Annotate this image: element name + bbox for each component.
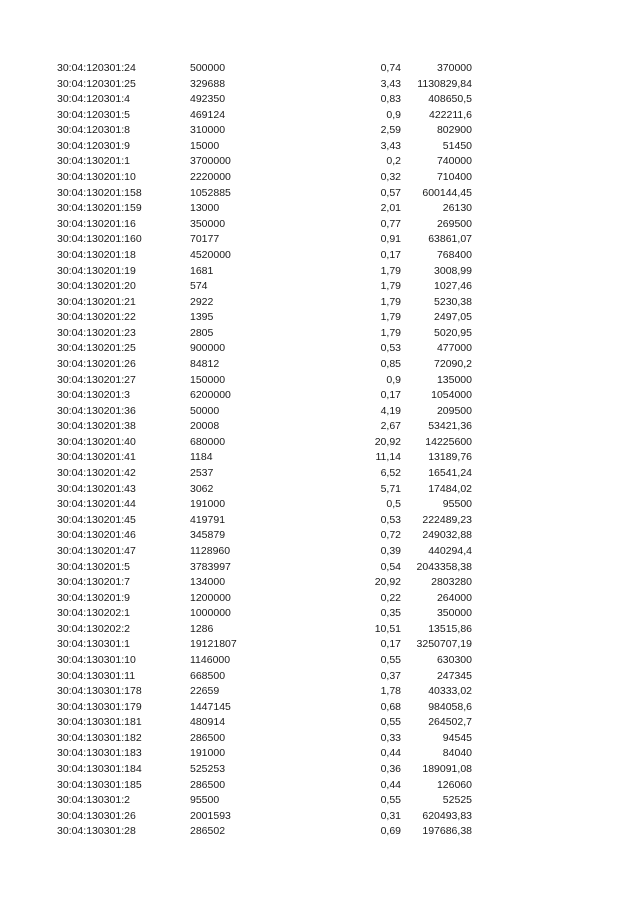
- cadastral-number-cell: 30:04:130201:43: [57, 482, 136, 495]
- value-cell: 189091,08: [422, 763, 472, 776]
- cadastral-number-cell: 30:04:130301:10: [57, 653, 136, 666]
- coefficient-cell: 0,77: [380, 217, 401, 230]
- coefficient-cell: 0,85: [380, 357, 401, 370]
- table-row: [0, 637, 640, 653]
- cadastral-number-cell: 30:04:130201:3: [57, 389, 130, 402]
- value-cell: 1027,46: [434, 280, 472, 293]
- coefficient-cell: 0,22: [380, 591, 401, 604]
- coefficient-cell: 0,55: [380, 716, 401, 729]
- value-cell: 620493,83: [422, 809, 472, 822]
- cadastral-number-cell: 30:04:130301:184: [57, 763, 142, 776]
- table-row: [0, 731, 640, 747]
- table-row: [0, 295, 640, 311]
- cadastral-number-cell: 30:04:130301:183: [57, 747, 142, 760]
- area-cell: 19121807: [190, 638, 237, 651]
- coefficient-cell: 0,83: [380, 93, 401, 106]
- cadastral-number-cell: 30:04:120301:25: [57, 77, 136, 90]
- area-cell: 150000: [190, 373, 226, 386]
- cadastral-number-cell: 30:04:130201:16: [57, 217, 136, 230]
- value-cell: 249032,88: [422, 529, 472, 542]
- table-row: [0, 653, 640, 669]
- table-row: [0, 170, 640, 186]
- table-row: [0, 77, 640, 93]
- value-cell: 440294,4: [428, 544, 472, 557]
- value-cell: 16541,24: [428, 467, 472, 480]
- coefficient-cell: 1,79: [380, 280, 401, 293]
- area-cell: 492350: [190, 93, 226, 106]
- table-row: [0, 715, 640, 731]
- cadastral-number-cell: 30:04:130202:1: [57, 607, 130, 620]
- area-cell: 1395: [190, 311, 214, 324]
- value-cell: 13189,76: [428, 451, 472, 464]
- area-cell: 3062: [190, 482, 214, 495]
- table-row: [0, 793, 640, 809]
- value-cell: 72090,2: [434, 357, 472, 370]
- coefficient-cell: 1,79: [380, 264, 401, 277]
- area-cell: 480914: [190, 716, 226, 729]
- area-cell: 191000: [190, 498, 226, 511]
- cadastral-number-cell: 30:04:130201:38: [57, 420, 136, 433]
- area-cell: 2537: [190, 467, 214, 480]
- value-cell: 710400: [436, 171, 472, 184]
- cadastral-number-cell: 30:04:130201:40: [57, 435, 136, 448]
- value-cell: 135000: [436, 373, 472, 386]
- coefficient-cell: 3,43: [380, 139, 401, 152]
- table-row: [0, 217, 640, 233]
- value-cell: 422211,6: [428, 108, 472, 121]
- value-cell: 802900: [436, 124, 472, 137]
- table-row: [0, 497, 640, 513]
- cadastral-number-cell: 30:04:130301:28: [57, 825, 136, 838]
- area-cell: 500000: [190, 62, 226, 74]
- table-row: [0, 809, 640, 825]
- area-cell: 134000: [190, 576, 226, 589]
- value-cell: 53421,36: [428, 420, 472, 433]
- value-cell: 247345: [436, 669, 472, 682]
- area-cell: 574: [190, 280, 208, 293]
- value-cell: 51450: [442, 139, 472, 152]
- cadastral-number-cell: 30:04:130201:160: [57, 233, 142, 246]
- area-cell: 95500: [190, 794, 220, 807]
- area-cell: 900000: [190, 342, 226, 355]
- value-cell: 264000: [436, 591, 472, 604]
- table-row: [0, 466, 640, 482]
- value-cell: 5230,38: [434, 295, 472, 308]
- area-cell: 2805: [190, 326, 214, 339]
- cadastral-number-cell: 30:04:130201:41: [57, 451, 136, 464]
- coefficient-cell: 0,44: [380, 778, 401, 791]
- area-cell: 1447145: [190, 700, 231, 713]
- area-cell: 310000: [190, 124, 226, 137]
- cadastral-number-cell: 30:04:130201:18: [57, 248, 136, 261]
- table-row: [0, 513, 640, 529]
- value-cell: 477000: [436, 342, 472, 355]
- table-row: [0, 435, 640, 451]
- value-cell: 269500: [436, 217, 472, 230]
- cadastral-number-cell: 30:04:130201:26: [57, 357, 136, 370]
- value-cell: 768400: [436, 248, 472, 261]
- coefficient-cell: 0,5: [386, 498, 401, 511]
- cadastral-number-cell: 30:04:130201:19: [57, 264, 136, 277]
- coefficient-cell: 0,53: [380, 342, 401, 355]
- value-cell: 94545: [442, 731, 472, 744]
- value-cell: 17484,02: [428, 482, 472, 495]
- area-cell: 668500: [190, 669, 226, 682]
- table-row: [0, 201, 640, 217]
- value-cell: 222489,23: [422, 513, 472, 526]
- cadastral-number-cell: 30:04:130201:27: [57, 373, 136, 386]
- cadastral-number-cell: 30:04:130201:20: [57, 280, 136, 293]
- cadastral-number-cell: 30:04:130301:26: [57, 809, 136, 822]
- value-cell: 740000: [436, 155, 472, 168]
- coefficient-cell: 10,51: [374, 622, 401, 635]
- value-cell: 408650,5: [428, 93, 472, 106]
- coefficient-cell: 11,14: [375, 451, 401, 464]
- area-cell: 2001593: [190, 809, 231, 822]
- area-cell: 13000: [190, 202, 220, 215]
- table-row: [0, 341, 640, 357]
- value-cell: 126060: [436, 778, 472, 791]
- table-row: [0, 248, 640, 264]
- table-row: [0, 388, 640, 404]
- table-row: [0, 123, 640, 139]
- table-row: [0, 404, 640, 420]
- coefficient-cell: 0,9: [386, 108, 401, 121]
- coefficient-cell: 0,91: [380, 233, 401, 246]
- coefficient-cell: 0,69: [380, 825, 401, 838]
- table-row: [0, 778, 640, 794]
- coefficient-cell: 0,31: [380, 809, 401, 822]
- area-cell: 4520000: [190, 248, 231, 261]
- value-cell: 40333,02: [428, 685, 472, 698]
- value-cell: 84040: [442, 747, 472, 760]
- area-cell: 469124: [190, 108, 226, 121]
- cadastral-number-cell: 30:04:130201:22: [57, 311, 136, 324]
- value-cell: 95500: [442, 498, 472, 511]
- area-cell: 3700000: [190, 155, 231, 168]
- value-cell: 197686,38: [422, 825, 472, 838]
- coefficient-cell: 0,68: [380, 700, 401, 713]
- cadastral-number-cell: 30:04:120301:4: [57, 93, 130, 106]
- area-cell: 2220000: [190, 171, 231, 184]
- area-cell: 345879: [190, 529, 226, 542]
- table-row: [0, 824, 640, 840]
- coefficient-cell: 0,2: [386, 155, 401, 168]
- cadastral-number-cell: 30:04:130301:1: [57, 638, 130, 651]
- coefficient-cell: 0,36: [380, 763, 401, 776]
- area-cell: 1146000: [190, 653, 231, 666]
- cadastral-number-cell: 30:04:130201:44: [57, 498, 136, 511]
- cadastral-number-cell: 30:04:130201:25: [57, 342, 136, 355]
- area-cell: 6200000: [190, 389, 231, 402]
- table-row: [0, 373, 640, 389]
- cadastral-number-cell: 30:04:120301:5: [57, 108, 130, 121]
- value-cell: 3008,99: [434, 264, 472, 277]
- table-row: [0, 310, 640, 326]
- cadastral-number-cell: 30:04:130201:158: [57, 186, 142, 199]
- coefficient-cell: 0,32: [380, 171, 401, 184]
- table-row: [0, 669, 640, 685]
- coefficient-cell: 0,17: [380, 248, 401, 261]
- value-cell: 600144,45: [422, 186, 472, 199]
- cadastral-number-cell: 30:04:130201:42: [57, 467, 136, 480]
- cadastral-number-cell: 30:04:120301:24: [57, 62, 136, 74]
- value-cell: 2043358,38: [416, 560, 472, 573]
- coefficient-cell: 0,39: [380, 544, 401, 557]
- value-cell: 14225600: [425, 435, 472, 448]
- value-cell: 264502,7: [428, 716, 472, 729]
- table-row: [0, 92, 640, 108]
- table-row: [0, 419, 640, 435]
- coefficient-cell: 0,57: [380, 186, 401, 199]
- area-cell: 329688: [190, 77, 226, 90]
- coefficient-cell: 3,43: [380, 77, 401, 90]
- area-cell: 1184: [190, 451, 213, 464]
- table-row: [0, 279, 640, 295]
- cadastral-number-cell: 30:04:130301:185: [57, 778, 142, 791]
- coefficient-cell: 0,17: [380, 638, 401, 651]
- table-row: [0, 746, 640, 762]
- area-cell: 350000: [190, 217, 226, 230]
- cadastral-number-cell: 30:04:130201:21: [57, 295, 136, 308]
- area-cell: 1000000: [190, 607, 231, 620]
- coefficient-cell: 20,92: [374, 435, 401, 448]
- cadastral-number-cell: 30:04:130201:23: [57, 326, 136, 339]
- cadastral-number-cell: 30:04:130201:47: [57, 544, 136, 557]
- area-cell: 286500: [190, 778, 226, 791]
- table-row: [0, 591, 640, 607]
- coefficient-cell: 1,78: [380, 685, 401, 698]
- area-cell: 419791: [190, 513, 226, 526]
- cadastral-number-cell: 30:04:130201:159: [57, 202, 142, 215]
- area-cell: 3783997: [190, 560, 231, 573]
- area-cell: 70177: [190, 233, 220, 246]
- value-cell: 630300: [436, 653, 472, 666]
- area-cell: 15000: [190, 139, 220, 152]
- coefficient-cell: 0,33: [380, 731, 401, 744]
- value-cell: 370000: [436, 62, 472, 74]
- table-row: [0, 326, 640, 342]
- value-cell: 5020,95: [434, 326, 472, 339]
- cadastral-number-cell: 30:04:130301:178: [57, 685, 142, 698]
- value-cell: 3250707,19: [416, 638, 472, 651]
- area-cell: 1286: [190, 622, 214, 635]
- cadastral-number-cell: 30:04:130301:182: [57, 731, 142, 744]
- coefficient-cell: 0,35: [380, 607, 401, 620]
- coefficient-cell: 1,79: [380, 311, 401, 324]
- area-cell: 20008: [190, 420, 220, 433]
- area-cell: 286500: [190, 731, 226, 744]
- table-row: [0, 575, 640, 591]
- cadastral-number-cell: 30:04:130301:2: [57, 794, 130, 807]
- coefficient-cell: 2,01: [380, 202, 401, 215]
- area-cell: 191000: [190, 747, 226, 760]
- value-cell: 13515,86: [428, 622, 472, 635]
- coefficient-cell: 0,9: [386, 373, 401, 386]
- area-cell: 1128960: [190, 544, 231, 557]
- cadastral-number-cell: 30:04:130201:46: [57, 529, 136, 542]
- cadastral-number-cell: 30:04:130201:45: [57, 513, 136, 526]
- coefficient-cell: 1,79: [380, 295, 401, 308]
- cadastral-number-cell: 30:04:130201:5: [57, 560, 130, 573]
- coefficient-cell: 0,72: [380, 529, 401, 542]
- table-row: [0, 544, 640, 560]
- area-cell: 1052885: [190, 186, 231, 199]
- coefficient-cell: 4,19: [380, 404, 401, 417]
- table-row: [0, 528, 640, 544]
- cadastral-number-cell: 30:04:120301:8: [57, 124, 130, 137]
- table-row: [0, 482, 640, 498]
- cadastral-number-cell: 30:04:120301:9: [57, 139, 130, 152]
- coefficient-cell: 0,74: [380, 62, 401, 74]
- area-cell: 2922: [190, 295, 214, 308]
- coefficient-cell: 6,52: [380, 467, 401, 480]
- table-row: [0, 139, 640, 155]
- value-cell: 984058,6: [428, 700, 472, 713]
- value-cell: 52525: [442, 794, 472, 807]
- table-row: [0, 357, 640, 373]
- coefficient-cell: 0,53: [380, 513, 401, 526]
- cadastral-number-cell: 30:04:130201:1: [57, 155, 130, 168]
- coefficient-cell: 0,55: [380, 794, 401, 807]
- value-cell: 1130829,84: [417, 77, 472, 90]
- table-row: [0, 154, 640, 170]
- value-cell: 63861,07: [428, 233, 472, 246]
- coefficient-cell: 0,54: [380, 560, 401, 573]
- area-cell: 50000: [190, 404, 220, 417]
- cadastral-number-cell: 30:04:130201:7: [57, 576, 130, 589]
- table-row: [0, 108, 640, 124]
- table-row: [0, 560, 640, 576]
- area-cell: 84812: [190, 357, 220, 370]
- cadastral-number-cell: 30:04:130301:181: [57, 716, 142, 729]
- table-row: [0, 61, 640, 77]
- coefficient-cell: 5,71: [380, 482, 401, 495]
- coefficient-cell: 20,92: [374, 576, 401, 589]
- table-row: [0, 762, 640, 778]
- coefficient-cell: 0,55: [380, 653, 401, 666]
- value-cell: 26130: [442, 202, 472, 215]
- area-cell: 1681: [190, 264, 214, 277]
- area-cell: 22659: [190, 685, 220, 698]
- cadastral-number-cell: 30:04:130301:11: [57, 669, 136, 682]
- table-row: [0, 684, 640, 700]
- area-cell: 525253: [190, 763, 226, 776]
- data-table: [0, 61, 640, 840]
- table-row: [0, 186, 640, 202]
- value-cell: 1054000: [431, 389, 472, 402]
- value-cell: 2803280: [431, 576, 472, 589]
- value-cell: 209500: [436, 404, 472, 417]
- value-cell: 350000: [436, 607, 472, 620]
- value-cell: 2497,05: [434, 311, 472, 324]
- cadastral-number-cell: 30:04:130201:10: [57, 171, 136, 184]
- table-row: [0, 450, 640, 466]
- table-row: [0, 606, 640, 622]
- table-row: [0, 264, 640, 280]
- area-cell: 680000: [190, 435, 226, 448]
- cadastral-number-cell: 30:04:130201:36: [57, 404, 136, 417]
- coefficient-cell: 2,67: [380, 420, 401, 433]
- coefficient-cell: 2,59: [380, 124, 401, 137]
- table-row: [0, 700, 640, 716]
- table-row: [0, 232, 640, 248]
- cadastral-number-cell: 30:04:130301:179: [57, 700, 142, 713]
- table-row: [0, 622, 640, 638]
- area-cell: 286502: [190, 825, 226, 838]
- coefficient-cell: 0,44: [380, 747, 401, 760]
- coefficient-cell: 1,79: [380, 326, 401, 339]
- cadastral-number-cell: 30:04:130202:2: [57, 622, 130, 635]
- cadastral-number-cell: 30:04:130201:9: [57, 591, 130, 604]
- area-cell: 1200000: [190, 591, 231, 604]
- coefficient-cell: 0,37: [380, 669, 401, 682]
- coefficient-cell: 0,17: [380, 389, 401, 402]
